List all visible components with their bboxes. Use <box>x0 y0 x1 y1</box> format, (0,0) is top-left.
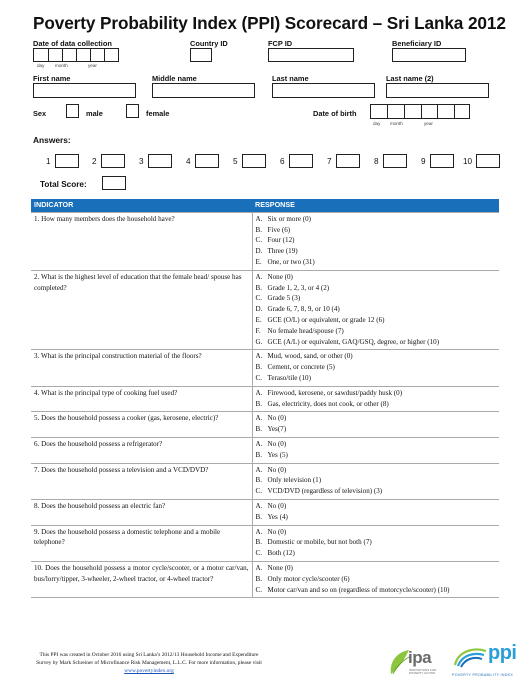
dob-day-label: day <box>373 121 381 126</box>
answer-box-2[interactable] <box>101 154 125 168</box>
ppi-logo <box>452 642 522 682</box>
date-label: Date of data collection <box>33 39 112 48</box>
indicator-cell: 3. What is the principal construction material of the floors? <box>31 350 252 386</box>
answer-number-6: 6 <box>280 157 285 166</box>
answer-box-4[interactable] <box>195 154 219 168</box>
male-checkbox[interactable] <box>66 104 79 118</box>
response-cell <box>252 350 499 386</box>
date-of-collection-field[interactable] <box>33 48 119 62</box>
answer-box-8[interactable] <box>383 154 407 168</box>
answer-box-10[interactable] <box>476 154 500 168</box>
answer-box-5[interactable] <box>242 154 266 168</box>
response-option[interactable]: C. Teraso/tile (10) <box>255 373 311 382</box>
table-row <box>31 270 499 350</box>
response-cell <box>252 437 499 463</box>
answer-number-4: 4 <box>186 157 191 166</box>
response-option[interactable]: B. Grade 1, 2, 3, or 4 (2) <box>255 283 330 292</box>
ipa-tagline: INNOVATIONS FOR POVERTY ACTION <box>409 668 437 676</box>
date-day-label: day <box>37 63 45 68</box>
ppi-tagline: POVERTY PROBABILITY INDEX <box>452 673 514 677</box>
female-checkbox[interactable] <box>126 104 139 118</box>
last-name-field[interactable] <box>272 83 375 98</box>
response-cell <box>252 270 499 350</box>
total-score-label: Total Score: <box>40 180 87 189</box>
response-option[interactable]: A. No (0) <box>255 465 287 474</box>
answer-number-2: 2 <box>92 157 97 166</box>
response-option[interactable]: E. GCE (O/L) or equivalent, or grade 12 (6) <box>255 315 385 324</box>
male-label: male <box>86 109 103 118</box>
indicator-column-header: INDICATOR <box>31 199 252 212</box>
indicator-cell: 9. Does the household possess a domestic telephone and a mobile telephone? <box>31 525 252 561</box>
response-option[interactable]: D. Grade 6, 7, 8, 9, or 10 (4) <box>255 305 340 314</box>
answer-number-9: 9 <box>421 157 426 166</box>
response-cell <box>252 561 499 597</box>
response-option[interactable]: C. Both (12) <box>255 549 295 558</box>
dob-year-label: year <box>424 121 433 126</box>
answer-number-8: 8 <box>374 157 379 166</box>
response-option[interactable]: A. None (0) <box>255 563 293 572</box>
country-id-label: Country ID <box>190 39 228 48</box>
fcp-id-label: FCP ID <box>268 39 293 48</box>
dob-label: Date of birth <box>313 109 357 118</box>
indicator-cell: 1. How many members does the household have? <box>31 212 252 270</box>
table-row <box>31 525 499 561</box>
response-option[interactable]: A. No (0) <box>255 527 287 536</box>
response-option[interactable]: E. One, or two (31) <box>255 257 315 266</box>
response-option[interactable]: B. Only television (1) <box>255 476 322 485</box>
fcp-id-field[interactable] <box>268 48 354 62</box>
first-name-field[interactable] <box>33 83 136 98</box>
response-column-header: RESPONSE <box>252 199 499 212</box>
response-option[interactable]: A. No (0) <box>255 501 287 510</box>
answer-box-1[interactable] <box>55 154 79 168</box>
response-cell <box>252 525 499 561</box>
answers-label: Answers: <box>33 135 71 145</box>
middle-name-label: Middle name <box>152 74 197 83</box>
date-month-label: month <box>55 63 68 68</box>
beneficiary-id-label: Beneficiary ID <box>392 39 442 48</box>
answer-box-3[interactable] <box>148 154 172 168</box>
indicator-cell: 7. Does the household possess a television and a VCD/DVD? <box>31 463 252 499</box>
response-option[interactable]: C. Motor car/van and so on (regardless of motorcycle/scooter) (10) <box>255 585 450 594</box>
response-option[interactable]: B. Yes(7) <box>255 425 287 434</box>
response-option[interactable]: B. Domestic or mobile, but not both (7) <box>255 538 372 547</box>
footer-text: This PPI was created in October 2016 using Sri Lanka’s 2012/13 Household Income and Expenditure Survey by Mark Schreiner of Microfinance Risk Management, L.L.C. For more information, please visit <box>36 652 262 666</box>
response-option[interactable]: A. None (0) <box>255 272 293 281</box>
answer-box-7[interactable] <box>336 154 360 168</box>
table-row <box>31 386 499 412</box>
response-option[interactable]: F. No female head/spouse (7) <box>255 326 344 335</box>
response-option[interactable]: B. Yes (5) <box>255 450 288 459</box>
ppi-wordmark: ppi <box>488 642 517 664</box>
sex-label: Sex <box>33 109 47 118</box>
response-cell <box>252 499 499 525</box>
table-row <box>31 212 499 270</box>
answer-box-6[interactable] <box>289 154 313 168</box>
page-title: Poverty Probability Index (PPI) Scorecard – Sri Lanka 2012 <box>33 13 506 33</box>
table-row <box>31 412 499 438</box>
answer-number-1: 1 <box>46 157 51 166</box>
total-score-box[interactable] <box>102 176 126 190</box>
last-name-2-field[interactable] <box>386 83 489 98</box>
indicator-cell: 5. Does the household possess a cooker (gas, kerosene, electric)? <box>31 412 252 438</box>
dob-month-label: month <box>390 121 403 126</box>
table-row <box>31 499 499 525</box>
response-cell <box>252 386 499 412</box>
indicator-cell: 10. Does the household possess a motor cycle/scooter, or a motor car/van, bus/lorry/tipper, 3-wheeler, 2-wheel tractor, or 4-wheel tractor? <box>31 561 252 597</box>
response-option[interactable]: B. Gas, electricity, does not cook, or other (8) <box>255 399 389 408</box>
response-option[interactable]: B. Only motor cycle/scooter (6) <box>255 574 350 583</box>
table-row <box>31 463 499 499</box>
answer-number-3: 3 <box>139 157 144 166</box>
footer-link[interactable]: www.povertyindex.org <box>124 668 174 674</box>
country-id-field[interactable] <box>190 48 212 62</box>
response-option[interactable]: G. GCE (A/L) or equivalent, GAQ/GSQ, degree, or higher (10) <box>255 337 440 346</box>
female-label: female <box>146 109 170 118</box>
answer-number-10: 10 <box>463 157 473 166</box>
ppi-swoosh-icon <box>452 645 490 669</box>
middle-name-field[interactable] <box>152 83 255 98</box>
response-option[interactable]: C. VCD/DVD (regardless of television) (3) <box>255 487 383 496</box>
response-option[interactable]: D. Three (19) <box>255 247 298 256</box>
answer-number-7: 7 <box>327 157 332 166</box>
indicator-cell: 8. Does the household possess an electric fan? <box>31 499 252 525</box>
response-option[interactable]: B. Cement, or concrete (5) <box>255 363 335 372</box>
answer-box-9[interactable] <box>430 154 454 168</box>
response-option[interactable]: A. No (0) <box>255 439 287 448</box>
response-option[interactable]: B. Five (6) <box>255 225 291 234</box>
response-cell <box>252 212 499 270</box>
response-option[interactable]: B. Yes (4) <box>255 512 288 521</box>
response-option[interactable]: A. Firewood, kerosene, or sawdust/paddy husk (0) <box>255 388 403 397</box>
table-row <box>31 437 499 463</box>
indicator-cell: 6. Does the household possess a refrigerator? <box>31 437 252 463</box>
ipa-logo <box>383 644 443 680</box>
response-option[interactable]: A. Six or more (0) <box>255 214 312 223</box>
response-option[interactable]: A. No (0) <box>255 414 287 423</box>
response-option[interactable]: A. Mud, wood, sand, or other (0) <box>255 352 353 361</box>
indicator-cell: 4. What is the principal type of cooking fuel used? <box>31 386 252 412</box>
ipa-wordmark: ipa <box>408 648 432 667</box>
date-year-label: year <box>88 63 97 68</box>
response-option[interactable]: C. Four (12) <box>255 236 295 245</box>
response-cell <box>252 463 499 499</box>
last-name-2-label: Last name (2) <box>386 74 434 83</box>
footer-note <box>34 651 264 675</box>
scorecard-table <box>31 199 499 598</box>
first-name-label: First name <box>33 74 71 83</box>
beneficiary-id-field[interactable] <box>392 48 466 62</box>
table-row <box>31 350 499 386</box>
response-cell <box>252 412 499 438</box>
indicator-cell: 2. What is the highest level of education that the female head/ spouse has completed? <box>31 270 252 350</box>
answer-number-5: 5 <box>233 157 238 166</box>
dob-field[interactable] <box>370 104 470 119</box>
response-option[interactable]: C. Grade 5 (3) <box>255 294 301 303</box>
last-name-label: Last name <box>272 74 309 83</box>
table-row <box>31 561 499 597</box>
